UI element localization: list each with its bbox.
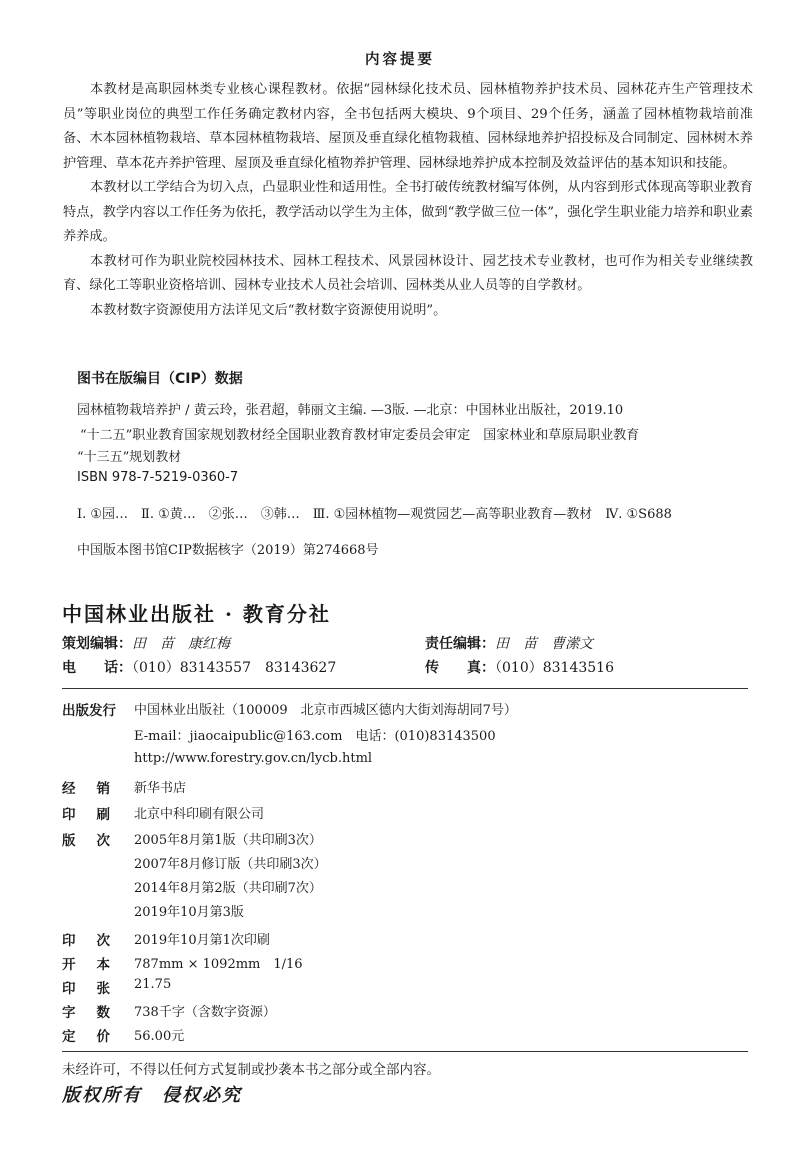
email-phone: E-mail：jiaocaipublic@163.com 电话：(010)83143500 [134,729,496,744]
summary-paragraph-4: 本教材数字资源使用方法详见文后“教材数字资源使用说明”。 [90,302,447,318]
distributor-label: 经 销 [62,781,110,797]
cip-series-line: “十二五”职业教育国家规划教材经全国职业教育教材审定委员会审定 国家林业和草原局职业教育 [80,428,640,443]
fax-label: 传 真： [425,660,495,676]
responsible-editor [425,633,593,653]
cip-heading: 图书在版编目（CIP）数据 [77,371,243,387]
distributor-value: 新华书店 [134,781,187,796]
printer-value: 北京中科印刷有限公司 [134,807,265,822]
summary-paragraph-2: 本教材以工学结合为切入点，凸显职业性和适用性。全书打破传统教材编写体例，从内容到形式体现高等职业教育特点，教学内容以工作任务为依托，教学活动以学生为主体，做到“教学做三位一体”，强化学生职业能力培养和职业素养养成。 [63,180,753,244]
edition-4: 2019年10月第3版 [134,905,244,920]
price-label: 定 价 [62,1029,110,1045]
print-run-value: 2019年10月第1次印刷 [134,933,270,948]
edition-2: 2007年8月修订版（共印刷3次） [134,857,327,872]
divider-bottom [62,1051,748,1052]
cip-series-line-2: “十三五”规划教材 [77,450,182,465]
planning-editor-value: 田 苗 康红梅 [132,636,230,652]
divider-top [62,688,748,689]
fax-value: （010）83143516 [495,660,614,676]
phone-label: 电 话： [62,660,132,676]
sheets-value: 21.75 [134,977,172,992]
publisher-name: 中国林业出版社 · 教育分社 [62,602,331,626]
edition-1: 2005年8月第1版（共印刷3次） [134,833,322,848]
edition-label: 版 次 [62,833,110,849]
cip-classification: Ⅰ. ①园… Ⅱ. ①黄… ②张… ③韩… Ⅲ. ①园林植物—观赏园艺—高等职业教育—教材 Ⅳ. ①S688 [77,507,672,522]
summary-paragraph-3: 本教材可作为职业院校园林技术、园林工程技术、风景园林设计、园艺技术专业教材，也可作为相关专业继续教育、绿化工等职业资格培训、园林专业技术人员社会培训、园林类从业人员等的自学教材。 [63,253,753,293]
publish-value: 中国林业出版社（100009 北京市西城区德内大街刘海胡同7号） [134,703,517,718]
cip-isbn: ISBN 978-7-5219-0360-7 [77,470,239,485]
planning-editor [62,633,230,653]
copyright-notice: 未经许可，不得以任何方式复制或抄袭本书之部分或全部内容。 [62,1062,440,1078]
summary-paragraph-1: 本教材是高职园林类专业核心课程教材。依据“园林绿化技术员、园林植物养护技术员、园林花卉生产管理技术员”等职业岗位的典型工作任务确定教材内容，全书包括两大模块、9个项目、29个任务，涵盖了园林植物栽培前准备、木本园林植物栽培、草本园林植物栽培、屋顶及垂直绿化植物栽植、园林绿地养护招投标及合同制定、园林树木养护管理、草本花卉养护管理、屋顶及垂直绿化植物养护管理、园林绿地养护成本控制及效益评估的基本知识和技能。 [63,82,753,171]
printer-label: 印 刷 [62,807,110,823]
summary-title: 内容提要 [365,52,435,68]
summary-body [63,78,753,323]
responsible-editor-value: 田 苗 曹潆文 [495,636,593,652]
format-value: 787mm × 1092mm 1/16 [134,957,303,972]
sheets-label: 印 张 [62,981,110,997]
rights-reserved: 版权所有 侵权必究 [62,1085,242,1106]
price-value: 56.00元 [134,1029,185,1044]
cip-bibliographic-line: 园林植物栽培养护 / 黄云玲，张君超，韩丽文主编. —3版. —北京：中国林业出版社，2019.10 [77,403,624,418]
phone [62,657,336,677]
cip-library-number: 中国版本图书馆CIP数据核字（2019）第274668号 [77,543,379,558]
words-label: 字 数 [62,1005,110,1021]
print-run-label: 印 次 [62,933,110,949]
words-value: 738千字（含数字资源） [134,1005,276,1020]
website-url: http://www.forestry.gov.cn/lycb.html [134,751,373,766]
edition-3: 2014年8月第2版（共印刷7次） [134,881,322,896]
publish-label: 出版发行 [62,703,116,719]
responsible-editor-label: 责任编辑： [425,636,495,652]
format-label: 开 本 [62,957,110,973]
fax [425,657,614,677]
planning-editor-label: 策划编辑： [62,636,132,652]
phone-value: （010）83143557 83143627 [132,660,337,676]
